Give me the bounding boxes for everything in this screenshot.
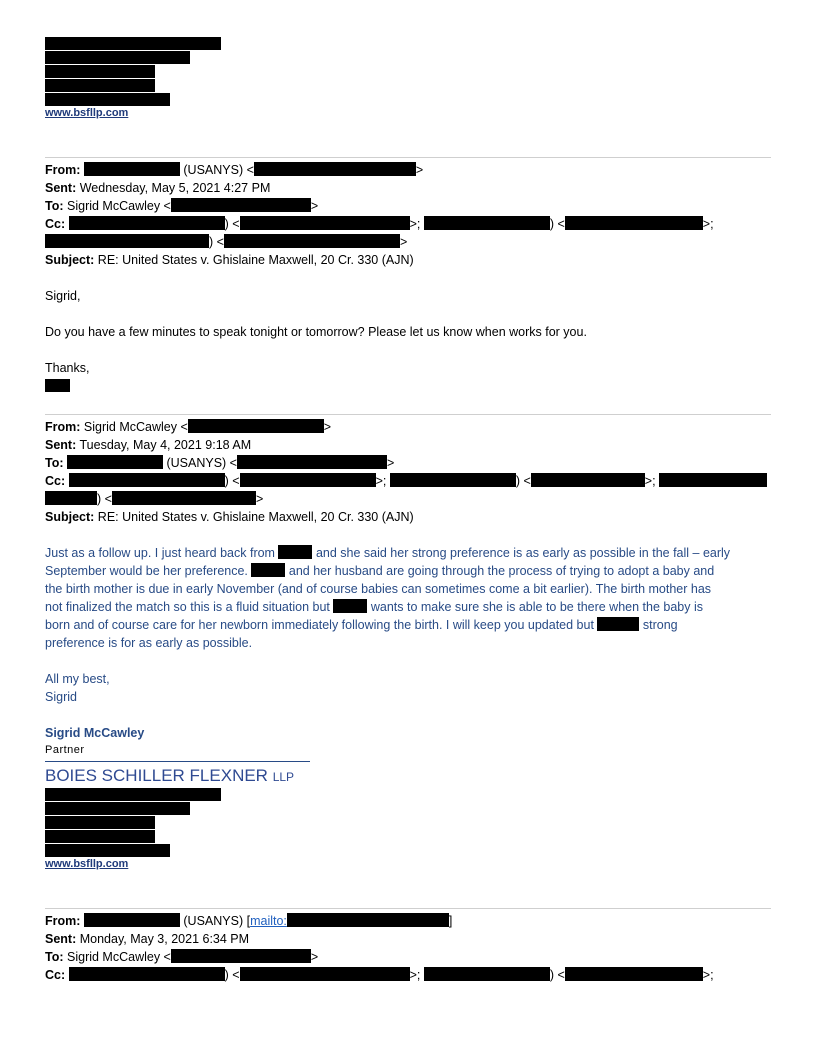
cc-sep: >; xyxy=(702,968,714,982)
cc-sep: ) < xyxy=(224,217,240,231)
from-line xyxy=(45,912,452,930)
cc-line xyxy=(45,966,714,984)
sent-line xyxy=(45,179,270,197)
to-label: To: xyxy=(45,199,64,213)
redaction xyxy=(224,234,400,248)
to-line xyxy=(45,454,394,472)
body-text: and her husband are going through the process of trying to adopt a baby and xyxy=(288,564,715,578)
cc-line xyxy=(45,472,767,490)
body-text: the birth mother is due in early November (and of course babies can sometimes come a bit earlier). The birth mother has xyxy=(45,582,712,596)
sent-value: Monday, May 3, 2021 6:34 PM xyxy=(79,932,250,946)
redaction xyxy=(69,473,225,487)
redaction xyxy=(240,473,376,487)
redaction xyxy=(45,802,190,815)
cc-sep: > xyxy=(255,492,264,506)
cc-label: Cc: xyxy=(45,474,66,488)
redaction xyxy=(45,79,155,92)
email-body: Do you have a few minutes to speak tonight or tomorrow? Please let us know when works for you. xyxy=(45,325,587,339)
redaction xyxy=(188,419,324,433)
divider xyxy=(45,908,771,909)
from-label: From: xyxy=(45,914,81,928)
body-text: and she said her strong preference is as early as possible in the fall – early xyxy=(315,546,731,560)
to-value: Sigrid McCawley < xyxy=(67,199,171,213)
close-bracket: ] xyxy=(448,914,453,928)
redaction xyxy=(390,473,516,487)
redaction xyxy=(45,816,155,829)
website-link[interactable]: www.bsfllp.com xyxy=(45,858,129,870)
sent-label: Sent: xyxy=(45,932,77,946)
sig-title: Partner xyxy=(45,744,85,756)
redaction xyxy=(45,830,155,843)
body-text: wants to make sure she is able to be there when the baby is xyxy=(370,600,703,614)
cc-sep: ) < xyxy=(224,474,240,488)
body-text: September would be her preference. xyxy=(45,564,248,578)
sig-name: Sigrid McCawley xyxy=(45,726,145,740)
body-text: strong xyxy=(642,618,678,632)
cc-sep: ) < xyxy=(549,968,565,982)
redaction xyxy=(237,455,387,469)
redaction xyxy=(45,491,97,505)
sent-label: Sent: xyxy=(45,438,77,452)
redaction xyxy=(69,216,225,230)
sent-value: Tuesday, May 4, 2021 9:18 AM xyxy=(79,438,252,452)
from-suffix: (USANYS) [ xyxy=(183,914,251,928)
redaction xyxy=(424,216,550,230)
cc-sep: > xyxy=(399,235,408,249)
redaction xyxy=(45,379,70,392)
body-line xyxy=(45,580,711,598)
to-label: To: xyxy=(45,950,64,964)
body-line xyxy=(45,562,714,580)
signoff-name: Sigrid xyxy=(45,690,77,704)
signoff: All my best, xyxy=(45,672,110,686)
cc-sep: ) < xyxy=(224,968,240,982)
body-line xyxy=(45,598,703,616)
cc-sep: >; xyxy=(409,217,421,231)
firm-logo xyxy=(45,766,294,786)
redaction xyxy=(171,949,311,963)
redaction xyxy=(45,51,190,64)
redaction xyxy=(531,473,645,487)
cc-sep: ) < xyxy=(515,474,531,488)
body-text: preference is for as early as possible. xyxy=(45,636,253,650)
subject-label: Subject: xyxy=(45,510,95,524)
from-line xyxy=(45,161,423,179)
redaction xyxy=(333,599,367,613)
redaction xyxy=(251,563,285,577)
subject-line xyxy=(45,251,414,269)
redaction xyxy=(84,162,180,176)
cc-line-2 xyxy=(45,490,263,508)
to-label: To: xyxy=(45,456,64,470)
gt: > xyxy=(415,163,424,177)
cc-label: Cc: xyxy=(45,968,66,982)
redaction xyxy=(287,913,449,927)
body-text: born and of course care for her newborn immediately following the birth. I will keep you updated but xyxy=(45,618,594,632)
redaction xyxy=(45,788,221,801)
from-label: From: xyxy=(45,163,81,177)
gt: > xyxy=(323,420,332,434)
redaction xyxy=(45,93,170,106)
cc-sep: >; xyxy=(375,474,387,488)
cc-label: Cc: xyxy=(45,217,66,231)
to-line xyxy=(45,948,318,966)
sig-rule xyxy=(45,761,310,762)
cc-sep: >; xyxy=(644,474,656,488)
closing: Thanks, xyxy=(45,361,90,375)
redaction xyxy=(254,162,416,176)
to-suffix: (USANYS) < xyxy=(166,456,237,470)
from-line xyxy=(45,418,331,436)
redaction xyxy=(597,617,639,631)
redaction xyxy=(84,913,180,927)
firm-name: BOIES SCHILLER FLEXNER xyxy=(45,766,268,785)
redaction xyxy=(171,198,311,212)
cc-sep: ) < xyxy=(209,235,224,249)
cc-sep: ) < xyxy=(549,217,565,231)
redaction xyxy=(565,967,703,981)
divider xyxy=(45,414,771,415)
gt: > xyxy=(310,950,319,964)
divider xyxy=(45,157,771,158)
sent-line xyxy=(45,930,249,948)
from-value: Sigrid McCawley < xyxy=(83,420,188,434)
firm-suffix: LLP xyxy=(272,770,295,784)
website-link[interactable]: www.bsfllp.com xyxy=(45,107,129,119)
body-line xyxy=(45,544,730,562)
redaction xyxy=(278,545,312,559)
body-line xyxy=(45,616,678,634)
redaction xyxy=(240,216,410,230)
redaction xyxy=(112,491,256,505)
redaction xyxy=(45,37,221,50)
to-line xyxy=(45,197,318,215)
cc-line xyxy=(45,215,714,233)
cc-sep: ) < xyxy=(97,492,112,506)
redaction xyxy=(424,967,550,981)
body-text: Just as a follow up. I just heard back from xyxy=(45,546,275,560)
cc-line-2 xyxy=(45,233,407,251)
redaction xyxy=(69,967,225,981)
subject-line xyxy=(45,508,414,526)
greeting: Sigrid, xyxy=(45,289,81,303)
sent-value: Wednesday, May 5, 2021 4:27 PM xyxy=(79,181,271,195)
subject-value: RE: United States v. Ghislaine Maxwell, 20 Cr. 330 (AJN) xyxy=(97,510,414,524)
redaction xyxy=(240,967,410,981)
to-value: Sigrid McCawley < xyxy=(67,950,171,964)
from-label: From: xyxy=(45,420,81,434)
cc-sep: >; xyxy=(702,217,714,231)
redaction xyxy=(659,473,767,487)
body-text: not finalized the match so this is a fluid situation but xyxy=(45,600,330,614)
gt: > xyxy=(310,199,319,213)
from-suffix: (USANYS) < xyxy=(183,163,254,177)
redaction xyxy=(45,234,209,248)
sent-label: Sent: xyxy=(45,181,77,195)
redaction xyxy=(67,455,163,469)
gt: > xyxy=(387,456,395,470)
redaction xyxy=(45,65,155,78)
redaction xyxy=(45,844,170,857)
cc-sep: >; xyxy=(409,968,421,982)
body-line xyxy=(45,634,252,652)
subject-value: RE: United States v. Ghislaine Maxwell, 20 Cr. 330 (AJN) xyxy=(97,253,414,267)
redaction xyxy=(565,216,703,230)
subject-label: Subject: xyxy=(45,253,95,267)
mailto-link[interactable]: mailto: xyxy=(250,914,287,928)
sent-line xyxy=(45,436,251,454)
